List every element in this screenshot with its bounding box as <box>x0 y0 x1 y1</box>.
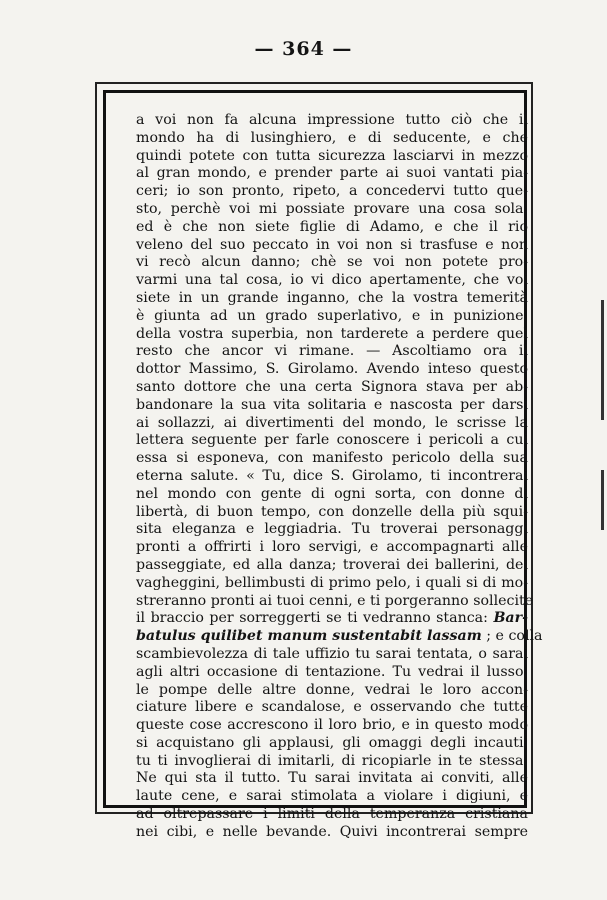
text-line: scambievolezza di tale uffizio tu sarai tentata, o sarai <box>136 645 528 662</box>
text-line: passeggiate, ed alla danza; troverai dei ballerini, dei <box>136 556 528 573</box>
text-line: sto, perchè voi mi possiate provare una cosa sola, <box>136 200 528 217</box>
text-line: si acquistano gli applausi, gli omaggi degli incauti, <box>136 734 528 751</box>
latin-quote: Bar- <box>493 610 528 627</box>
text-line: lettera seguente per farle conoscere i pericoli a cui <box>136 432 528 449</box>
text-line: agli altri occasione di tentazione. Tu vedrai il lusso, <box>136 663 528 680</box>
text-line: Ne qui sta il tutto. Tu sarai invitata ai conviti, alle <box>136 770 528 787</box>
text-line: nel mondo con gente di ogni sorta, con donne di <box>136 485 528 502</box>
text-line-part: ; e colla <box>481 628 543 645</box>
text-line: streranno pronti ai tuoi cenni, e ti porgeranno sollecite <box>136 592 534 609</box>
text-line: veleno del suo peccato in voi non si trasfuse e non <box>136 236 528 253</box>
text-line: libertà, di buon tempo, con donzelle della più squi- <box>136 503 528 520</box>
text-line: varmi una tal cosa, io vi dico apertamente, che voi <box>136 272 528 289</box>
text-line: vagheggini, bellimbusti di primo pelo, i quali si di mo- <box>136 574 528 591</box>
text-line: bandonare la sua vita solitaria e nascosta per darsi <box>136 396 528 413</box>
text-line: ceri; io son pronto, ripeto, a concedervi tutto que- <box>136 183 528 200</box>
text-line: a voi non fa alcuna impressione tutto ciò che il <box>136 112 528 128</box>
text-line: sita eleganza e leggiadria. Tu troverai personaggi <box>136 521 528 538</box>
text-line: ciature libere e scandalose, e osservando che tutte <box>136 699 528 716</box>
edge-mark <box>601 300 604 420</box>
text-line: pronti a offrirti i loro servigi, e accompagnarti alle <box>136 539 528 556</box>
text-line: al gran mondo, e prender parte ai suoi vantati pia- <box>136 165 528 182</box>
text-line: mondo ha di lusinghiero, e di seducente, e che <box>136 129 528 146</box>
text-line: siete in un grande inganno, che la vostra temerità <box>136 289 528 306</box>
text-line: laute cene, e sarai stimolata a violare i digiuni, e <box>136 788 528 805</box>
text-line: le pompe delle altre donne, vedrai le loro accon- <box>136 681 528 698</box>
text-line: della vostra superbia, non tarderete a perdere quel <box>136 325 528 342</box>
text-line <box>136 628 543 646</box>
text-line: tu ti invoglierai di imitarli, di ricopiarle in te stessa. <box>136 752 528 769</box>
text-line: eterna salute. « Tu, dice S. Girolamo, ti incontrerai <box>136 467 528 484</box>
text-line: quindi potete con tutta sicurezza lasciarvi in mezzo <box>136 147 528 164</box>
text-line: ai sollazzi, ai divertimenti del mondo, le scrisse la <box>136 414 528 431</box>
text-line: resto che ancor vi rimane. — Ascoltiamo ora il <box>136 343 528 360</box>
text-line: è giunta ad un grado superlativo, e in punizione, <box>136 307 528 324</box>
page-number: — 364 — <box>254 38 353 60</box>
text-line: ed è che non siete figlie di Adamo, e che il rio <box>136 218 528 235</box>
latin-quote: batulus quilibet manum sustentabit lassam <box>136 628 482 645</box>
text-line: ad oltrepassare i limiti della temperanza cristiana <box>136 806 528 823</box>
text-line: vi recò alcun danno; chè se voi non potete pro- <box>136 254 528 271</box>
text-line: dottor Massimo, S. Girolamo. Avendo inteso questo <box>136 361 528 378</box>
body-text <box>136 112 543 842</box>
text-line: queste cose accrescono il loro brio, e in questo modo <box>136 717 528 734</box>
edge-mark <box>601 470 604 530</box>
text-line: nei cibi, e nelle bevande. Quivi incontrerai sempre <box>136 823 528 840</box>
text-line: santo dottore che una certa Signora stava per ab- <box>136 378 528 395</box>
text-line-part: il braccio per sorreggerti se ti vedranno stanca: <box>136 610 494 627</box>
text-line: essa si esponeva, con manifesto pericolo della sua <box>136 450 528 467</box>
text-line <box>136 610 528 628</box>
